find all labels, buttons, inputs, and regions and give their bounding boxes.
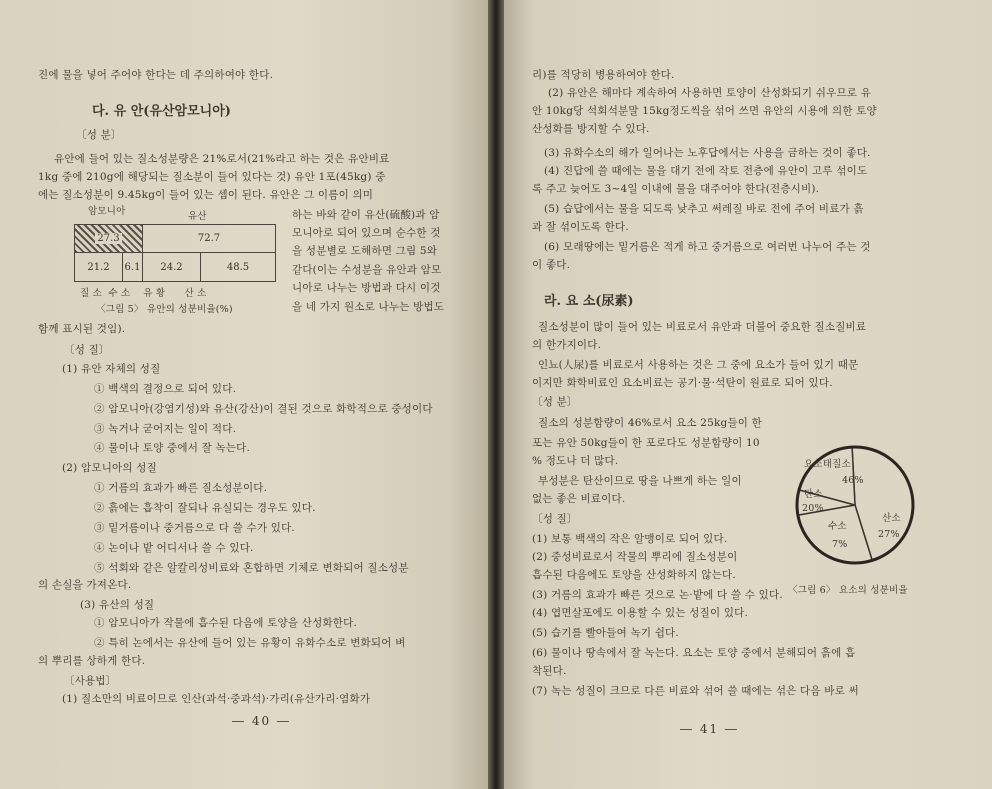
pie-slice-label: 산소 — [882, 513, 901, 524]
book-gutter — [488, 0, 504, 789]
text-line: ③ 녹거나 굳어지는 일이 적다. — [94, 423, 237, 435]
pie-slice-value: 27% — [878, 529, 900, 540]
pie-slice-label: 요소태질소 — [804, 459, 851, 470]
figure-elements: 질 소 수 소 유 황 산 소 — [80, 288, 207, 299]
text-line: 니아로 나누는 방법과 다시 이것 — [292, 282, 441, 294]
text-line: (5) 습기를 빨아들여 녹기 쉽다. — [532, 627, 679, 639]
pie-slice-value: 20% — [802, 503, 824, 514]
text-line: (4) 엽면살포에도 이용할 수 있는 성질이 있다. — [532, 607, 749, 619]
text-line: 부성분은 탄산이므로 땅을 나쁘게 하는 일이 — [538, 475, 742, 487]
pie-slice-label: 탄소 — [804, 489, 823, 500]
text-line: (6) 물이나 땅속에서 잘 녹는다. 요소는 토양 중에서 분해되어 흙에 흡 — [532, 647, 856, 659]
text-line: ① 백색의 결정으로 되어 있다. — [94, 383, 237, 395]
section-heading: 다. 유 안(유산암모니아) — [92, 104, 231, 119]
figure-cell: 48.5 — [226, 261, 250, 273]
text-line: 흡수된 다음에도 토양을 산성화하지 않는다. — [532, 569, 736, 581]
figure-caption: 〈그림 5〉 유안의 성분비율(%) — [96, 304, 233, 315]
text-line: 산성화를 방지할 수 있다. — [532, 123, 650, 135]
text-line: 을 성분별로 도해하면 그림 5와 — [292, 245, 438, 257]
text-line: ④ 물이나 토양 중에서 잘 녹는다. — [94, 442, 251, 454]
text-line: 유안에 들어 있는 질소성분량은 21%로서(21%라고 하는 것은 유안비료 — [54, 153, 390, 165]
left-page — [0, 0, 488, 789]
text-line: 질소성분이 많이 들어 있는 비료로서 유안과 더불어 중요한 질소질비료 — [538, 321, 867, 333]
text-line: 진에 물을 넣어 주어야 한다는 데 주의하여야 한다. — [38, 69, 274, 81]
text-line: ① 암모니아가 작물에 흡수된 다음에 토양을 산성화한다. — [94, 617, 358, 629]
text-line: 인뇨(人尿)를 비료로서 사용하는 것은 그 중에 요소가 들어 있기 때문 — [538, 359, 859, 371]
text-line: 을 네 가지 원소로 나누는 방법도 — [292, 301, 445, 313]
text-line: 같다(이는 수성분을 유안과 암모 — [292, 264, 442, 276]
figure-label-sulfuric: 유산 — [188, 211, 207, 222]
text-line: 1kg 중에 210g에 해당되는 질소분이 들어 있다는 것) 유안 1포(45kg) 중 — [38, 171, 386, 183]
subheading: 〔성 분〕 — [532, 396, 578, 408]
text-line: 리)를 적당히 병용하여야 한다. — [532, 69, 675, 81]
text-line: 안 10kg당 석회석분말 15kg정도씩을 섞어 쓰면 유안의 시용에 의한 토양 — [532, 105, 877, 117]
text-line: (1) 질소만의 비료이므로 인산(과석·중과석)·가리(유산가리·염화가 — [62, 693, 371, 705]
text-line: (1) 보통 백색의 작은 알맹이로 되어 있다. — [532, 533, 728, 545]
text-line: ② 암모니아(강염기성)와 유산(강산)이 결된 것으로 화학적으로 중성이다 — [94, 403, 433, 415]
text-line: ④ 논이나 밭 어디서나 쓸 수 있다. — [94, 542, 254, 554]
figure-5-table — [74, 224, 276, 282]
text-line: 이 좋다. — [532, 259, 571, 271]
text-line: (3) 유산의 성질 — [80, 599, 155, 611]
figure-label-ammonia: 암모니아 — [88, 206, 126, 217]
text-line: ③ 밑거름이나 중거름으로 다 쓸 수가 있다. — [94, 522, 295, 534]
subheading: 〔성 질〕 — [532, 513, 578, 525]
figure-cell: 72.7 — [143, 225, 275, 253]
section-heading: 라. 요 소(尿素) — [544, 294, 634, 309]
text-line: (5) 습답에서는 물을 되도록 낮추고 써레질 바로 전에 주어 비료가 흙 — [544, 203, 864, 215]
page-number: ― 41 ― — [680, 722, 739, 736]
pie-slice-value: 7% — [832, 539, 848, 550]
text-line: (7) 녹는 성질이 크므로 다른 비료와 섞어 쓸 때에는 섞은 다음 바로 써 — [532, 685, 859, 697]
text-line: 없는 좋은 비료이다. — [532, 493, 626, 505]
figure-cell: 21.2 — [75, 253, 123, 281]
pie-slice-value: 46% — [842, 475, 864, 486]
right-page — [504, 0, 992, 789]
text-line: (4) 진답에 쓸 때에는 물을 대기 전에 작토 전층에 유안이 고루 섞이도 — [544, 165, 868, 177]
text-line: 함께 표시된 것임). — [38, 323, 126, 335]
text-line: 포는 유안 50kg들이 한 포로다도 성분함량이 10 — [532, 437, 760, 449]
text-line: 하는 바와 같이 유산(硫酸)과 암 — [292, 209, 440, 221]
pie-slice-label: 수소 — [828, 521, 847, 532]
text-line: ⑤ 석회와 같은 알칼리성비료와 혼합하면 기체로 변화되어 질소성분 — [94, 562, 409, 574]
text-line: (1) 유안 자체의 성질 — [62, 363, 161, 375]
subheading: 〔성 분〕 — [76, 129, 122, 141]
text-line: ① 거름의 효과가 빠른 질소성분이다. — [94, 482, 268, 494]
text-line: (2) 암모니아의 성질 — [62, 462, 157, 474]
text-line: 질소의 성분함량이 46%로서 요소 25kg들이 한 — [538, 417, 763, 429]
text-line: (3) 유화수소의 해가 일어나는 노후답에서는 사용을 금하는 것이 좋다. — [544, 147, 871, 159]
text-line: (6) 모래땅에는 밑거름은 적게 하고 중거름으로 여러번 나누어 주는 것 — [544, 241, 871, 253]
text-line: (3) 거름의 효과가 빠른 것으로 논·밭에 다 쓸 수 있다. — [532, 589, 783, 601]
text-line: 에는 질소성분이 9.45kg이 들어 있는 셈이 된다. 유안은 그 이름이 의미 — [38, 189, 374, 201]
figure-cell: 6.1 — [123, 253, 143, 281]
text-line: (2) 유안은 해마다 계속하여 사용하면 토양이 산성화되기 쉬우므로 유 — [548, 87, 872, 99]
text-line: 착된다. — [532, 665, 567, 677]
text-line: % 정도나 더 많다. — [532, 455, 619, 467]
text-line: 과 잘 섞이도록 한다. — [532, 221, 629, 233]
text-line: 의 뿌리를 상하게 한다. — [38, 655, 146, 667]
text-line: 의 손실을 가져온다. — [38, 579, 132, 591]
figure-caption: 〈그림 6〉 요소의 성분비율 — [788, 585, 908, 596]
figure-cell: 24.2 — [143, 253, 201, 281]
text-line: 모니아로 되어 있으며 순수한 것 — [292, 227, 441, 239]
text-line: 록 주고 늦어도 3~4일 이내에 물을 대주어야 한다(전층시비). — [532, 183, 820, 195]
text-line: 이지만 화학비료인 요소비료는 공기·물·석탄이 원료로 되어 있다. — [532, 377, 833, 389]
text-line: (2) 중성비료로서 작물의 뿌리에 질소성분이 — [532, 551, 738, 563]
text-line: 의 한가지이다. — [532, 339, 602, 351]
figure-cell — [75, 225, 143, 253]
text-line: ② 흙에는 흡착이 잘되나 유실되는 경우도 있다. — [94, 502, 316, 514]
text-line: ② 특히 논에서는 유산에 들어 있는 유황이 유화수소로 변화되어 벼 — [94, 637, 406, 649]
subheading: 〔성 질〕 — [64, 344, 110, 356]
figure-value: 27.3 — [97, 233, 120, 244]
subheading: 〔사용법〕 — [64, 675, 117, 687]
page-number: ― 40 ― — [232, 714, 291, 728]
